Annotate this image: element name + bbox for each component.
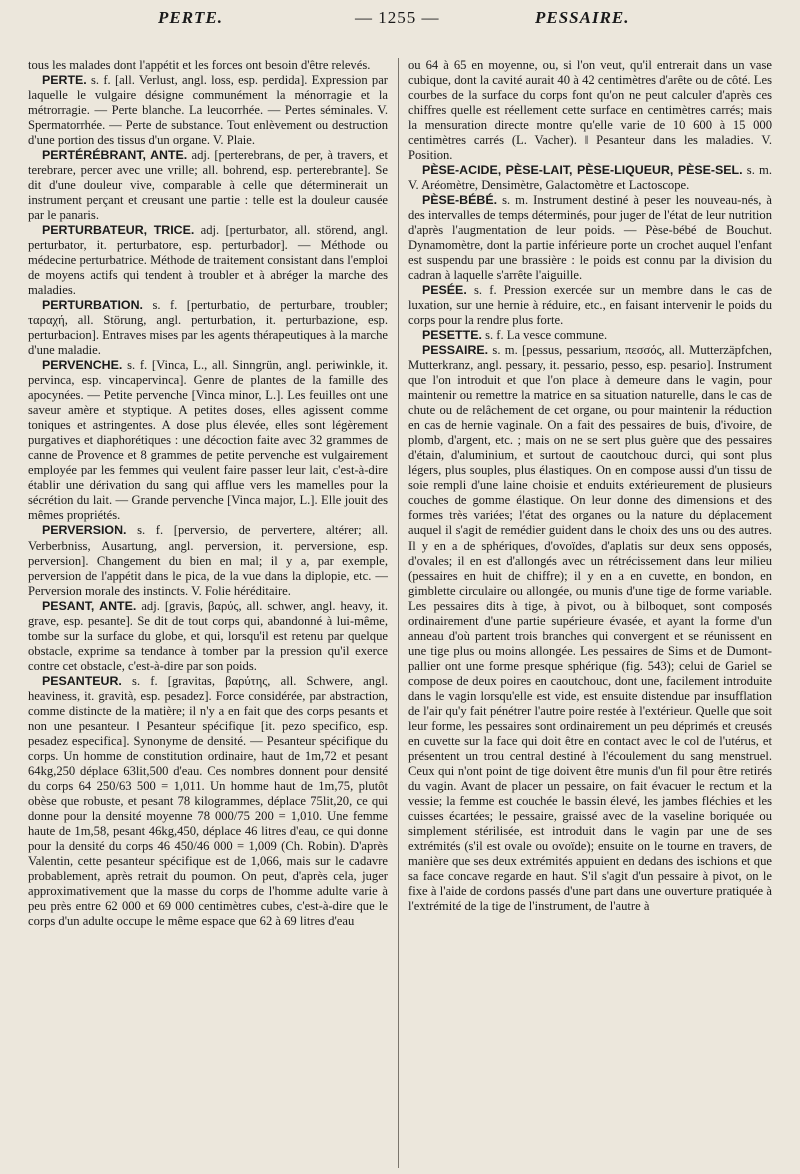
dictionary-entry bbox=[28, 223, 388, 298]
entry-headword: PERVERSION. bbox=[42, 523, 127, 538]
entry-text: s. m. Instrument destiné à peser les nouveau-nés, à des intervalles de temps déterminés, pour juger de l'état de leur nutrition d'après l'augmentation de leur poids. — Pèse-bébé de Bouchut. Dynamomètre, dont la partie inférieure porte un crochet auquel l'enfant est suspendu par une brassière : le poids est connu par la division du cadran à laquelle s'arrête l'aiguille. bbox=[408, 193, 772, 283]
entry-headword: PESANTEUR. bbox=[42, 673, 122, 688]
entry-headword: PERTÉRÉBRANT, ANTE. bbox=[42, 148, 188, 163]
entry-text: s. m. [pessus, pessarium, πεσσός, all. Mutterzäpfchen, Mutterkranz, angl. pessary, it. pessario, pesso, esp. pesario]. Instrument que l'on introduit et que l'on place à demeure dans le vagin, pour maintenir ou remettre la matrice en sa situation naturelle, dans le cas de chute ou de relâchement de cet organe, ou pour maintenir la réduction en cas de hernie vaginale. On a fait des pessaires de buis, d'ivoire, de plomb, d'argent, etc. ; mais on ne se sert plus guère que des pessaires d'étain, d'aluminium, et surtout de caoutchouc durci, qui sont plus légers, plus souples, plus élastiques. On en compose aussi d'un tissu de soie rempli d'une laine choisie et enduits extérieurement de plusieurs couches de gomme élastique. On leur donne des dimensions et des formes très variées; l'état des organes ou la nature du déplacement auquel il s'agit de remédier guident dans le choix des uns ou des autres. Il y en a de sphériques, d'ovoïdes, d'aplatis sur deux sens opposés, d'ovales; il en est d'allongés avec un rétrécissement dans leur milieu (pessaires en huit de chiffre); il y en a en cuvette, en bondon, en gimblette circulaire ou allongée, ou munis d'une tige de forme variable. Les pessaires dits à tige, à pivot, ou à bilboquet, sont composés ordinairement d'une partie supérieure évasée, et ayant la forme d'un anneau d'où partent trois branches qui convergent et se réunissent en une tige plus ou moins allongée. Les pessaires de Sims et de Dumont-pallier ont une forme presque sphérique (fig. 543); celui de Gariel se compose de deux poires en caoutchouc, dont une, facilement introduite dans le vagin lorsqu'elle est vide, est ensuite distendue par insufflation de l'air qu'y fait pénétrer l'autre poire restée à l'extérieur. Quelle que soit leur forme, les pessaires sont ordinairement un peu déprimés et creusés en cuvette sur la face qui doit être en contact avec le col de l'utérus, et présentent un trou central destiné à l'écoulement du sang menstruel. Ceux qui n'ont point de tige doivent être munis d'un fil pour être retirés du vagin. Avant de placer un pessaire, on fait évacuer le rectum et la vessie; la femme est couchée le bassin élevé, les jambes fléchies et les cuisses écartées; le pessaire, graissé avec de la vaseline boriquée ou simplement stérilisée, est introduit dans le vagin par une de ses extrémités (s'il est ovale ou ovoïde); ensuite on le tourne en travers, de manière que ses deux extrémités appuient en dedans des ischions et que sa face concave regarde en haut. S'il s'agit d'un pessaire à pivot, on le fixe à l'aide de cordons passés d'une part dans une ouverture pratiquée à l'extrémité de la tige de l'instrument, de l'autre à bbox=[408, 343, 772, 913]
dictionary-entry bbox=[28, 148, 388, 223]
entry-text: s. f. [perversio, de pervertere, altérer; all. Verberbniss, Ausartung, angl. perversion, it. perversione, esp. perversion]. Changement du bien en mal; il y a, par exemple, perversion de l'appétit dans le pica, de la vue dans la diplopie, etc. — Perversion morale des instincts. V. Folie héréditaire. bbox=[28, 523, 388, 598]
entry-headword: PESÉE. bbox=[422, 283, 467, 298]
entry-headword: PÈSE-ACIDE, PÈSE-LAIT, PÈSE-LIQUEUR, PÈSE-SEL. bbox=[422, 163, 743, 178]
entry-text: s. f. Pression exercée sur un membre dans le cas de luxation, sur une hernie à réduire, etc., en faisant intervenir le poids du corps pour la rendre plus forte. bbox=[408, 283, 772, 328]
entry-text: s. m. V. Aréomètre, Densimètre, Galactomètre et Lactoscope. bbox=[408, 163, 772, 193]
entry-headword: PERTURBATEUR, TRICE. bbox=[42, 223, 195, 238]
page-header bbox=[0, 4, 800, 34]
entry-headword: PESSAIRE. bbox=[422, 343, 489, 358]
dictionary-entry bbox=[408, 163, 772, 193]
entry-text: s. f. [perturbatio, de perturbare, troubler; ταραχή, all. Störung, angl. perturbation, it. perturbazione, esp. perturbacion]. Entraves mises par les agents thérapeutiques à la marche d'une maladie. bbox=[28, 298, 388, 358]
dictionary-entry bbox=[408, 343, 772, 914]
entry-text: s. f. [all. Verlust, angl. loss, esp. perdida]. Expression par laquelle le vulgaire désigne communément la ménorragie et la métrorragie. — Perte blanche. La leucorrhée. — Pertes séminales. V. Spermatorrhée. — Perte de substance. Tout enlèvement ou destruction d'une portion des tissus d'un organe. V. Plaie. bbox=[28, 73, 388, 148]
entry-text: tous les malades dont l'appétit et les forces ont besoin d'être relevés. bbox=[28, 58, 371, 72]
dictionary-entry bbox=[28, 599, 388, 674]
entry-text: adj. [gravis, βαρύς, all. schwer, angl. heavy, it. grave, esp. pesante]. Se dit de tout corps qui, abandonné à lui-même, tombe sur la surface du globe, et qui, lorsqu'il est retenu par quelque obstacle, exprime sa tendance à tomber par la pression qu'il exerce contre cet obstacle, c'est-à-dire par son poids. bbox=[28, 598, 388, 673]
entry-text: adj. [perturbator, all. störend, angl. perturbator, it. perturbatore, esp. perturbador]. — Méthode ou médecine perturbatrice. Méthode de traitement consistant dans l'emploi de moyens actifs qui tendent à troubler et à abréger la marche des maladies. bbox=[28, 223, 388, 298]
left-column bbox=[28, 58, 388, 1170]
right-column bbox=[408, 58, 772, 1170]
dictionary-entry bbox=[408, 58, 772, 163]
entry-headword: PERTE. bbox=[42, 73, 87, 88]
dictionary-entry bbox=[28, 674, 388, 929]
entry-headword: PÈSE-BÉBÉ. bbox=[422, 193, 498, 208]
entry-headword: PESETTE. bbox=[422, 328, 482, 343]
entry-text: s. f. [Vinca, L., all. Sinngrün, angl. periwinkle, it. pervinca, esp. vincapervinca]. Genre de plantes de la famille des apocynées. — Petite pervenche [Vinca minor, L.]. Les feuilles ont une saveur amère et styptique. A petites doses, elles agissent comme toniques et astringentes. A dose plus élevée, elles sont légèrement purgatives et diaphorétiques : une décoction faite avec 32 grammes de canne de Provence et 8 grammes de petite pervenche est vulgairement employée par les femmes qui veulent faire passer leur lait, c'est-à-dire établir une dérivation du sang qui afflue vers les mamelles pour la sécrétion du lait. — Grande pervenche [Vinca major, L.]. Elle jouit des mêmes propriétés. bbox=[28, 358, 388, 523]
entry-headword: PERVENCHE. bbox=[42, 358, 123, 373]
running-head-right: PESSAIRE. bbox=[535, 8, 630, 27]
entry-headword: PESANT, ANTE. bbox=[42, 598, 137, 613]
dictionary-entry bbox=[28, 298, 388, 358]
entry-text: ou 64 à 65 en moyenne, ou, si l'on veut, qu'il entrerait dans un vase cubique, dont la cavité aurait 40 à 42 centimètres d'arête ou de côté. Les courbes de la surface du corps font qu'on ne peut calculer d'après ces chiffres quelle est réellement cette surface en centimètres carrés; mais la mensuration directe montre qu'elle varie de 10 600 à 15 000 centimètres carrés (L. Vacher). ‖ Pesanteur dans les maladies. V. Position. bbox=[408, 58, 772, 163]
entry-text: s. f. [gravitas, βαρύτης, all. Schwere, angl. heaviness, it. gravità, esp. pesadez]. Force considérée, par abstraction, comme distincte de la matière; il n'y a en fait que des corps pesants et non une pesanteur. ‖ Pesanteur spécifique [it. pezo specifico, esp. pesadez especifica]. Synonyme de densité. — Pesanteur spécifique du corps. Un homme de constitution ordinaire, haut de 1m,72 et pesant 64kg,250 déplace 63lit,500 d'eau. Ces nombres donnent pour densité du corps 64 250/63 500 = 1,011. Un homme haut de 1m,75, plutôt obèse que robuste, et pesant 78 kilogrammes, déplace 75lit,20, ce qui donne pour la densité moyenne 78 000/75 200 = 1,010. Une femme haute de 1m,58, pesant 46kg,450, déplace 46 litres d'eau, ce qui donne pour la densité du corps 46 450/46 000 = 1,009 (Ch. Robin). D'après Valentin, cette pesanteur spécifique est de 1,066, mais sur le cadavre probablement, après retrait du poumon. On peut, d'après cela, juger approximativement que la masse du corps de l'homme adulte varie à peu près entre 62 000 et 69 000 centimètres cubes, c'est-à-dire que le corps d'un adulte occupe le même espace que 62 à 69 litres d'eau bbox=[28, 673, 388, 928]
dictionary-entry bbox=[408, 328, 772, 343]
entry-text: s. f. La vesce commune. bbox=[485, 328, 608, 343]
dictionary-entry bbox=[408, 193, 772, 283]
dictionary-entry bbox=[408, 283, 772, 328]
dictionary-entry bbox=[28, 358, 388, 523]
page-number: — 1255 — bbox=[355, 8, 440, 27]
running-head-left: PERTE. bbox=[158, 8, 224, 27]
dictionary-entry bbox=[28, 523, 388, 598]
dictionary-entry bbox=[28, 73, 388, 148]
dictionary-entry bbox=[28, 58, 388, 73]
entry-text: adj. [perterebrans, de per, à travers, et terebrare, percer avec une vrille; all. bohrend, esp. perterebrante]. Se dit d'une douleur vive, comparable à celle que déterminerait un instrument perçant et creusant une partie : telle est la douleur causée par le panaris. bbox=[28, 148, 388, 223]
column-divider bbox=[398, 58, 399, 1168]
entry-headword: PERTURBATION. bbox=[42, 298, 143, 313]
